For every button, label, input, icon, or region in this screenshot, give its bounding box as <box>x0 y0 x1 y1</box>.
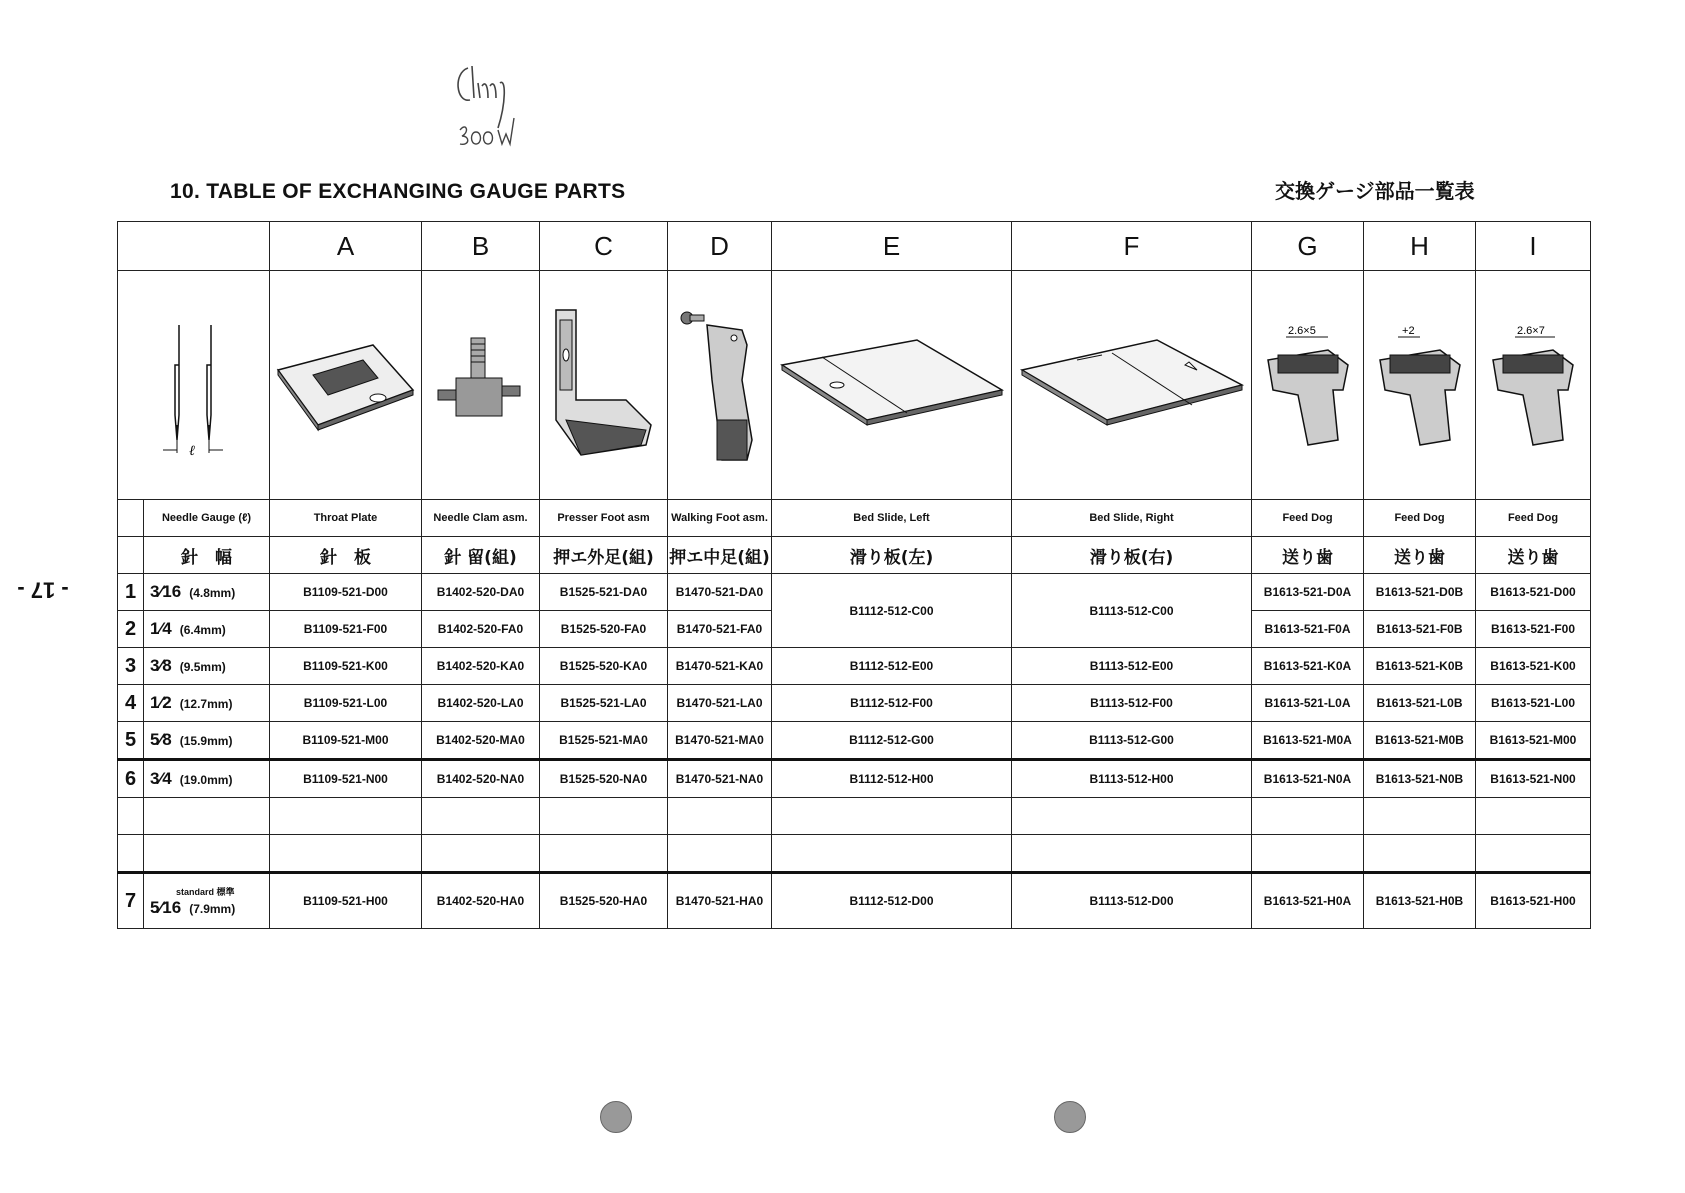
part-a: B1109-521-H00 <box>270 873 422 929</box>
part-f: B1113-512-H00 <box>1012 760 1252 798</box>
part-f: B1113-512-E00 <box>1012 648 1252 685</box>
part-b: B1402-520-LA0 <box>422 685 540 722</box>
empty-row <box>118 835 1591 873</box>
bed-slide-right-illustration <box>1012 271 1252 500</box>
part-c: B1525-520-KA0 <box>540 648 668 685</box>
gauge-value: 3⁄4 (19.0mm) <box>144 760 270 798</box>
part-d: B1470-521-MA0 <box>668 722 772 760</box>
part-b: B1402-520-HA0 <box>422 873 540 929</box>
part-b: B1402-520-NA0 <box>422 760 540 798</box>
label-jp-d: 押エ中足(組) <box>668 537 772 574</box>
part-d: B1470-521-KA0 <box>668 648 772 685</box>
part-i: B1613-521-K00 <box>1476 648 1591 685</box>
label-jp-c: 押エ外足(組) <box>540 537 668 574</box>
part-f: B1113-512-F00 <box>1012 685 1252 722</box>
feed-dog-g-dim: 2.6×5 <box>1287 325 1316 337</box>
part-h: B1613-521-K0B <box>1364 648 1476 685</box>
label-h: Feed Dog <box>1364 500 1476 537</box>
col-header-i: I <box>1476 222 1591 271</box>
feed-dog-h-dim: 2 <box>1407 325 1415 337</box>
column-header-row <box>118 222 1591 271</box>
feed-dog-i-dim: 2.6×7 <box>1517 325 1545 337</box>
label-jp-e: 滑り板(左) <box>772 537 1012 574</box>
illustration-row <box>118 271 1591 500</box>
throat-plate-illustration <box>270 271 422 500</box>
label-jp-f: 滑り板(右) <box>1012 537 1252 574</box>
svg-text:+2: +2 <box>1401 325 1415 337</box>
needle-icon <box>139 305 249 465</box>
bed-slide-right-icon <box>1017 335 1247 435</box>
label-needle: Needle Gauge (ℓ) <box>144 500 270 537</box>
gauge-value: 1⁄4 (6.4mm) <box>144 611 270 648</box>
part-g: B1613-521-D0A <box>1252 574 1364 611</box>
col-header-g: G <box>1252 222 1364 271</box>
gauge-value: 1⁄2 (12.7mm) <box>144 685 270 722</box>
part-a: B1109-521-D00 <box>270 574 422 611</box>
part-h: B1613-521-L0B <box>1364 685 1476 722</box>
row-number: 6 <box>118 760 144 798</box>
gauge-value: standard 標準 5⁄16 (7.9mm) <box>144 873 270 929</box>
standard-row <box>118 873 1591 929</box>
part-c: B1525-521-DA0 <box>540 574 668 611</box>
empty-row <box>118 798 1591 835</box>
row-number: 5 <box>118 722 144 760</box>
part-e: B1112-512-F00 <box>772 685 1012 722</box>
walking-foot-illustration <box>668 271 772 500</box>
label-a: Throat Plate <box>270 500 422 537</box>
part-i: B1613-521-L00 <box>1476 685 1591 722</box>
bed-slide-left-illustration <box>772 271 1012 500</box>
page-title: 10. TABLE OF EXCHANGING GAUGE PARTS <box>170 180 626 203</box>
feed-dog-i-icon <box>1483 320 1583 450</box>
part-a: B1109-521-M00 <box>270 722 422 760</box>
part-h: B1613-521-F0B <box>1364 611 1476 648</box>
table-row <box>118 722 1591 760</box>
needle-clamp-illustration <box>422 271 540 500</box>
part-c: B1525-520-NA0 <box>540 760 668 798</box>
part-c: B1525-521-LA0 <box>540 685 668 722</box>
part-f: B1113-512-D00 <box>1012 873 1252 929</box>
part-f: B1113-512-C00 <box>1012 574 1252 648</box>
row-number: 4 <box>118 685 144 722</box>
feed-dog-i-illustration <box>1476 271 1591 500</box>
part-e: B1112-512-G00 <box>772 722 1012 760</box>
spacer-cell <box>118 500 144 537</box>
label-d: Walking Foot asm. <box>668 500 772 537</box>
part-b: B1402-520-MA0 <box>422 722 540 760</box>
needle-illustration <box>118 271 270 500</box>
col-header-d: D <box>668 222 772 271</box>
gauge-value: 3⁄8 (9.5mm) <box>144 648 270 685</box>
part-i: B1613-521-H00 <box>1476 873 1591 929</box>
spacer-cell <box>118 537 144 574</box>
needle-gauge-symbol: ℓ <box>188 444 195 459</box>
standard-label: standard 標準 <box>176 886 235 897</box>
gauge-value: 5⁄8 (15.9mm) <box>144 722 270 760</box>
part-e: B1112-512-D00 <box>772 873 1012 929</box>
label-i: Feed Dog <box>1476 500 1591 537</box>
feed-dog-g-illustration <box>1252 271 1364 500</box>
part-g: B1613-521-F0A <box>1252 611 1364 648</box>
part-name-jp-row <box>118 537 1591 574</box>
label-jp-h: 送り歯 <box>1364 537 1476 574</box>
table-row <box>118 760 1591 798</box>
label-jp-a: 針 板 <box>270 537 422 574</box>
col-header-c: C <box>540 222 668 271</box>
part-i: B1613-521-D00 <box>1476 574 1591 611</box>
handwritten-note <box>448 58 528 158</box>
label-jp-needle: 針 幅 <box>144 537 270 574</box>
part-a: B1109-521-F00 <box>270 611 422 648</box>
walking-foot-icon <box>672 300 767 470</box>
part-d: B1470-521-HA0 <box>668 873 772 929</box>
col-header-h: H <box>1364 222 1476 271</box>
part-d: B1470-521-NA0 <box>668 760 772 798</box>
label-c: Presser Foot asm <box>540 500 668 537</box>
feed-dog-h-icon <box>1370 320 1470 450</box>
part-f: B1113-512-G00 <box>1012 722 1252 760</box>
row-number: 3 <box>118 648 144 685</box>
binder-hole-right <box>1054 1101 1086 1133</box>
col-header-a: A <box>270 222 422 271</box>
table-row <box>118 648 1591 685</box>
throat-plate-icon <box>273 330 418 440</box>
feed-dog-g-icon <box>1258 320 1358 450</box>
part-a: B1109-521-L00 <box>270 685 422 722</box>
part-c: B1525-520-HA0 <box>540 873 668 929</box>
part-e: B1112-512-C00 <box>772 574 1012 648</box>
part-i: B1613-521-N00 <box>1476 760 1591 798</box>
row-number: 7 <box>118 873 144 929</box>
binder-hole-left <box>600 1101 632 1133</box>
part-b: B1402-520-KA0 <box>422 648 540 685</box>
part-e: B1112-512-E00 <box>772 648 1012 685</box>
part-h: B1613-521-D0B <box>1364 574 1476 611</box>
part-d: B1470-521-LA0 <box>668 685 772 722</box>
part-b: B1402-520-FA0 <box>422 611 540 648</box>
needle-clamp-icon <box>426 330 536 440</box>
label-b: Needle Clam asm. <box>422 500 540 537</box>
presser-foot-illustration <box>540 271 668 500</box>
row-number: 1 <box>118 574 144 611</box>
label-jp-b: 針 留(組) <box>422 537 540 574</box>
part-c: B1525-521-MA0 <box>540 722 668 760</box>
part-i: B1613-521-F00 <box>1476 611 1591 648</box>
label-e: Bed Slide, Left <box>772 500 1012 537</box>
part-h: B1613-521-M0B <box>1364 722 1476 760</box>
part-b: B1402-520-DA0 <box>422 574 540 611</box>
col-header-b: B <box>422 222 540 271</box>
gauge-parts-table <box>117 221 1591 929</box>
page-title-japanese: 交換ゲージ部品一覧表 <box>1275 179 1475 203</box>
part-g: B1613-521-L0A <box>1252 685 1364 722</box>
table-row <box>118 685 1591 722</box>
label-jp-i: 送り歯 <box>1476 537 1591 574</box>
bed-slide-left-icon <box>777 335 1007 435</box>
part-g: B1613-521-M0A <box>1252 722 1364 760</box>
part-c: B1525-520-FA0 <box>540 611 668 648</box>
part-d: B1470-521-FA0 <box>668 611 772 648</box>
label-f: Bed Slide, Right <box>1012 500 1252 537</box>
corner-cell <box>118 222 270 271</box>
presser-foot-icon <box>546 300 661 470</box>
part-e: B1112-512-H00 <box>772 760 1012 798</box>
row-number: 2 <box>118 611 144 648</box>
part-a: B1109-521-K00 <box>270 648 422 685</box>
label-jp-g: 送り歯 <box>1252 537 1364 574</box>
page-number: - 17 - <box>17 577 69 603</box>
col-header-e: E <box>772 222 1012 271</box>
part-h: B1613-521-H0B <box>1364 873 1476 929</box>
part-g: B1613-521-K0A <box>1252 648 1364 685</box>
part-i: B1613-521-M00 <box>1476 722 1591 760</box>
label-g: Feed Dog <box>1252 500 1364 537</box>
part-name-row <box>118 500 1591 537</box>
part-g: B1613-521-N0A <box>1252 760 1364 798</box>
gauge-value: 3⁄16 (4.8mm) <box>144 574 270 611</box>
feed-dog-h-illustration <box>1364 271 1476 500</box>
col-header-f: F <box>1012 222 1252 271</box>
table-row <box>118 574 1591 611</box>
part-a: B1109-521-N00 <box>270 760 422 798</box>
part-g: B1613-521-H0A <box>1252 873 1364 929</box>
part-d: B1470-521-DA0 <box>668 574 772 611</box>
part-h: B1613-521-N0B <box>1364 760 1476 798</box>
